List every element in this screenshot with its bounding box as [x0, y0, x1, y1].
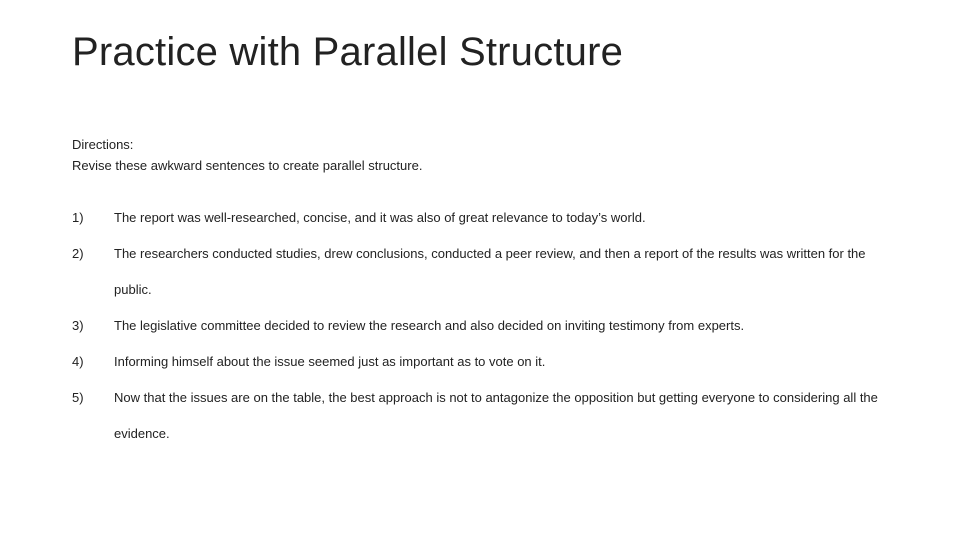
directions-heading: Directions: — [72, 137, 134, 152]
item-text: Informing himself about the issue seemed just as important as to vote on it. — [114, 354, 546, 369]
item-number: 2) — [72, 246, 84, 261]
directions-text: Revise these awkward sentences to create parallel structure. — [72, 158, 423, 173]
item-number: 3) — [72, 318, 84, 333]
item-number: 5) — [72, 390, 84, 405]
item-number: 1) — [72, 210, 84, 225]
slide-title: Practice with Parallel Structure — [72, 30, 624, 74]
item-text: The researchers conducted studies, drew conclusions, conducted a peer review, and then a report of the results was written for the public. — [114, 246, 866, 297]
item-text: The report was well-researched, concise, and it was also of great relevance to today’s world. — [114, 210, 646, 225]
directions-block — [72, 134, 422, 176]
item-text: Now that the issues are on the table, the best approach is not to antagonize the opposition but getting everyone to considering all the evidence. — [114, 390, 878, 441]
item-number: 4) — [72, 354, 84, 369]
item-text: The legislative committee decided to review the research and also decided on inviting testimony from experts. — [114, 318, 745, 333]
